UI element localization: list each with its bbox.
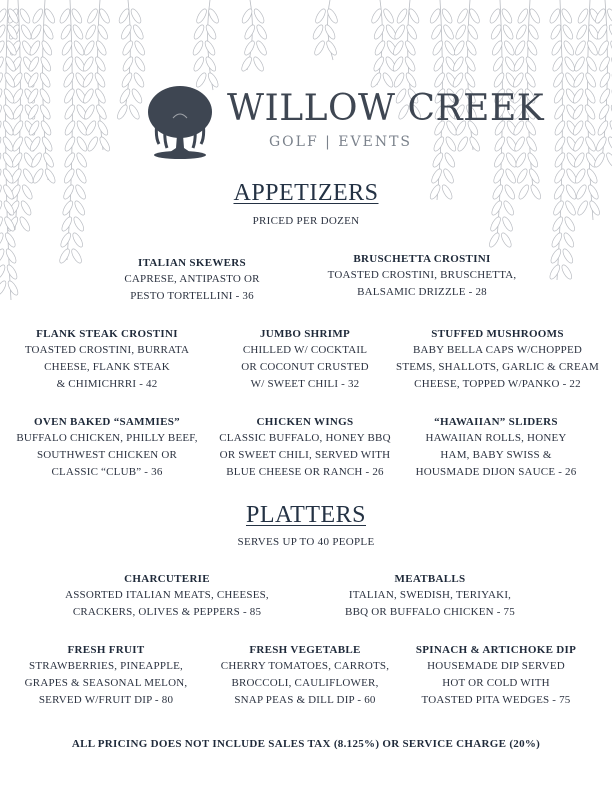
willow-leaf-icon <box>464 39 478 56</box>
willow-leaf-icon <box>489 23 503 40</box>
willow-leaf-icon <box>19 23 33 40</box>
willow-leaf-icon <box>1 135 15 152</box>
willow-leaf-icon <box>493 135 507 152</box>
item-description: CRACKERS, OLIVES & PEPPERS - 85 <box>72 606 262 618</box>
willow-leaf-icon <box>192 55 206 72</box>
willow-leaf-icon <box>0 103 3 120</box>
willow-leaf-icon <box>553 119 567 136</box>
willow-leaf-icon <box>0 263 7 280</box>
willow-leaf-icon <box>395 7 409 24</box>
item-description: TOASTED PITA WEDGES - 75 <box>421 694 571 706</box>
willow-leaf-icon <box>75 151 89 168</box>
item-description: OR COCONUT CRUSTED <box>241 361 369 373</box>
willow-leaf-icon <box>553 103 567 120</box>
willow-leaf-icon <box>38 71 52 88</box>
item-name: SPINACH & ARTICHOKE DIP <box>415 644 577 656</box>
willow-leaf-icon <box>525 39 539 56</box>
willow-leaf-icon <box>94 87 108 104</box>
item-name: MEATBALLS <box>394 573 466 585</box>
willow-leaf-icon <box>0 39 6 56</box>
willow-leaf-icon <box>1 151 15 168</box>
willow-leaf-icon <box>382 7 396 24</box>
willow-leaf-icon <box>59 23 73 40</box>
willow-leaf-icon <box>38 87 52 104</box>
willow-leaf-icon <box>608 119 612 136</box>
willow-leaf-icon <box>552 71 566 88</box>
item-description: BLUE CHEESE OR RANCH - 26 <box>226 466 384 478</box>
item-name: FRESH FRUIT <box>67 644 145 656</box>
item-description: SOUTHWEST CHICKEN OR <box>36 449 178 461</box>
willow-leaf-icon <box>573 55 587 72</box>
willow-leaf-icon <box>120 71 134 88</box>
menu-item-spinach-artichoke-dip <box>398 644 594 709</box>
willow-leaf-icon <box>514 151 528 168</box>
willow-leaf-icon <box>452 39 466 56</box>
item-description: TOASTED CROSTINI, BRUSCHETTA, <box>327 269 517 281</box>
item-description: SNAP PEAS & DILL DIP - 60 <box>234 694 376 706</box>
willow-leaf-icon <box>549 247 563 264</box>
willow-leaf-icon <box>204 23 218 40</box>
item-description: ASSORTED ITALIAN MEATS, CHEESES, <box>65 589 269 601</box>
item-name: CHARCUTERIE <box>124 573 210 585</box>
willow-leaf-icon <box>512 55 526 72</box>
menu-item-meatballs <box>335 573 525 621</box>
willow-leaf-icon <box>0 135 3 152</box>
willow-leaf-icon <box>98 135 112 152</box>
willow-leaf-icon <box>255 39 269 56</box>
willow-leaf-icon <box>313 39 327 56</box>
willow-leaf-icon <box>29 23 43 40</box>
item-description: HAWAIIAN ROLLS, HONEY <box>425 432 567 444</box>
willow-leaf-icon <box>121 39 135 56</box>
willow-leaf-icon <box>252 7 266 24</box>
willow-leaf-icon <box>98 7 112 24</box>
platters-subtitle: SERVES UP TO 40 PEOPLE <box>237 536 375 548</box>
menu-item-charcuterie <box>62 573 272 621</box>
willow-leaf-icon <box>61 55 75 72</box>
willow-leaf-icon <box>129 7 143 24</box>
willow-leaf-icon <box>456 7 470 24</box>
brand-tagline: GOLF | EVENTS <box>269 134 413 150</box>
willow-leaf-icon <box>585 55 599 72</box>
willow-leaf-icon <box>488 7 502 24</box>
willow-leaf-icon <box>0 247 6 264</box>
willow-leaf-icon <box>314 7 328 24</box>
item-description: ITALIAN, SWEDISH, TERIYAKI, <box>348 589 512 601</box>
willow-leaf-icon <box>31 7 45 24</box>
willow-leaf-icon <box>440 7 454 24</box>
willow-leaf-icon <box>96 119 110 136</box>
willow-leaf-icon <box>116 103 130 120</box>
willow-leaf-icon <box>513 39 527 56</box>
willow-leaf-icon <box>5 263 19 280</box>
willow-leaf-icon <box>405 23 419 40</box>
willow-leaf-icon <box>500 231 514 248</box>
item-description: HOT OR COLD WITH <box>442 677 550 689</box>
willow-leaf-icon <box>0 151 3 168</box>
willow-leaf-icon <box>42 151 56 168</box>
willow-leaf-icon <box>70 247 84 264</box>
willow-leaf-icon <box>255 23 269 40</box>
willow-leaf-icon <box>0 71 4 88</box>
willow-leaf-icon <box>94 39 108 56</box>
willow-leaf-icon <box>2 103 16 120</box>
willow-leaf-icon <box>597 103 611 120</box>
willow-leaf-icon <box>597 39 611 56</box>
willow-leaf-icon <box>252 55 266 72</box>
willow-leaf-icon <box>192 23 206 40</box>
willow-leaf-icon <box>132 23 146 40</box>
item-description: SERVED W/FRUIT DIP - 80 <box>38 694 174 706</box>
willow-leaf-icon <box>584 71 598 88</box>
willow-leaf-icon <box>561 23 575 40</box>
willow-tree-logo-icon <box>145 82 215 162</box>
item-description: CHEESE, TOPPED W/PANKO - 22 <box>414 378 581 390</box>
willow-leaf-icon <box>0 23 7 40</box>
willow-leaf-icon <box>72 39 86 56</box>
willow-leaf-icon <box>311 23 325 40</box>
willow-leaf-icon <box>71 231 85 248</box>
menu-item-chicken-wings <box>212 416 398 481</box>
willow-leaf-icon <box>493 151 507 168</box>
willow-leaf-icon <box>548 7 562 24</box>
willow-leaf-icon <box>468 135 482 152</box>
willow-leaf-icon <box>63 135 77 152</box>
willow-leaf-icon <box>524 71 538 88</box>
willow-leaf-icon <box>63 151 77 168</box>
item-name: FRESH VEGETABLE <box>249 644 361 656</box>
willow-leaf-icon <box>191 39 205 56</box>
item-description: CHEESE, FLANK STEAK <box>44 361 170 373</box>
willow-leaf-icon <box>4 231 18 248</box>
willow-leaf-icon <box>58 7 72 24</box>
willow-leaf-icon <box>1 119 15 136</box>
item-description: CLASSIC BUFFALO, HONEY BBQ <box>219 432 391 444</box>
willow-leaf-icon <box>492 71 506 88</box>
willow-leaf-icon <box>525 135 539 152</box>
willow-leaf-icon <box>576 7 590 24</box>
willow-leaf-icon <box>560 7 574 24</box>
item-name: “HAWAIIAN” SLIDERS <box>434 416 558 428</box>
willow-leaf-icon <box>63 87 77 104</box>
willow-leaf-icon <box>117 7 131 24</box>
willow-leaf-icon <box>515 23 529 40</box>
item-description: HOUSEMADE DIP SERVED <box>427 660 565 672</box>
willow-leaf-icon <box>94 55 108 72</box>
willow-leaf-icon <box>62 71 76 88</box>
menu-item-hawaiian-sliders <box>400 416 592 481</box>
item-description: CLASSIC “CLUB” - 36 <box>51 466 163 478</box>
willow-leaf-icon <box>195 7 209 24</box>
willow-leaf-icon <box>86 135 100 152</box>
willow-leaf-icon <box>403 55 417 72</box>
willow-leaf-icon <box>598 71 612 88</box>
willow-leaf-icon <box>583 103 597 120</box>
willow-leaf-icon <box>370 7 384 24</box>
willow-leaf-icon <box>407 7 421 24</box>
willow-leaf-icon <box>130 87 144 104</box>
item-description: HAM, BABY SWISS & <box>440 449 552 461</box>
willow-leaf-icon <box>595 135 609 152</box>
willow-leaf-icon <box>488 231 502 248</box>
willow-leaf-icon <box>431 39 445 56</box>
willow-leaf-icon <box>0 87 4 104</box>
willow-leaf-icon <box>562 39 576 56</box>
item-name: CHICKEN WINGS <box>256 416 354 428</box>
item-description: CHERRY TOMATOES, CARROTS, <box>220 660 390 672</box>
item-description: TOASTED CROSTINI, BURRATA <box>24 344 190 356</box>
willow-leaf-icon <box>584 135 598 152</box>
willow-leaf-icon <box>464 55 478 72</box>
willow-leaf-icon <box>58 247 72 264</box>
menu-item-italian-skewers <box>102 257 282 305</box>
willow-leaf-icon <box>516 7 530 24</box>
willow-leaf-icon <box>71 23 85 40</box>
willow-leaf-icon <box>0 231 5 248</box>
willow-leaf-icon <box>432 55 446 72</box>
willow-leaf-icon <box>120 23 134 40</box>
willow-leaf-icon <box>442 23 456 40</box>
item-name: JUMBO SHRIMP <box>259 328 351 340</box>
willow-leaf-icon <box>203 39 217 56</box>
willow-leaf-icon <box>39 119 53 136</box>
item-description: BABY BELLA CAPS W/CHOPPED <box>412 344 583 356</box>
willow-leaf-icon <box>549 23 563 40</box>
item-description: STEMS, SHALLOTS, GARLIC & CREAM <box>396 361 599 373</box>
item-description: STRAWBERRIES, PINEAPPLE, <box>29 660 183 672</box>
willow-leaf-icon <box>500 7 514 24</box>
willow-leaf-icon <box>132 71 146 88</box>
item-description: & CHIMICHRRI - 42 <box>56 378 158 390</box>
willow-leaf-icon <box>372 55 386 72</box>
brand-name: WILLOW CREEK <box>227 88 545 129</box>
platters-title: PLATTERS <box>245 502 366 528</box>
willow-leaf-icon <box>583 119 597 136</box>
willow-leaf-icon <box>553 135 567 152</box>
willow-leaf-icon <box>243 23 257 40</box>
willow-leaf-icon <box>82 39 96 56</box>
willow-leaf-icon <box>550 231 564 248</box>
item-description: HOUSMADE DIJON SAUCE - 26 <box>415 466 577 478</box>
willow-leaf-icon <box>596 119 610 136</box>
willow-leaf-icon <box>583 87 597 104</box>
willow-leaf-icon <box>75 135 89 152</box>
willow-leaf-icon <box>501 23 515 40</box>
willow-leaf-icon <box>43 7 57 24</box>
menu-item-jumbo-shrimp <box>215 328 395 393</box>
item-name: ITALIAN SKEWERS <box>138 257 246 269</box>
item-description: BUFFALO CHICKEN, PHILLY BEEF, <box>16 432 198 444</box>
willow-leaf-icon <box>468 7 482 24</box>
willow-leaf-icon <box>6 279 20 296</box>
item-name: OVEN BAKED “SAMMIES” <box>34 416 180 428</box>
willow-leaf-icon <box>86 7 100 24</box>
willow-leaf-icon <box>502 39 516 56</box>
willow-leaf-icon <box>40 135 54 152</box>
willow-leaf-icon <box>528 7 542 24</box>
willow-leaf-icon <box>93 71 107 88</box>
willow-leaf-icon <box>59 231 73 248</box>
item-name: STUFFED MUSHROOMS <box>431 328 564 340</box>
willow-leaf-icon <box>428 7 442 24</box>
willow-leaf-icon <box>95 103 109 120</box>
willow-leaf-icon <box>0 55 5 72</box>
willow-leaf-icon <box>323 23 337 40</box>
item-description: CAPRESE, ANTIPASTO OR <box>124 273 260 285</box>
menu-item-fresh-fruit <box>15 644 197 709</box>
item-name: BRUSCHETTA CROSTINI <box>353 253 491 265</box>
willow-leaf-icon <box>598 55 612 72</box>
willow-leaf-icon <box>605 151 612 168</box>
willow-leaf-icon <box>551 55 565 72</box>
item-description: GRAPES & SEASONAL MELON, <box>24 677 188 689</box>
appetizers-title: APPETIZERS <box>233 180 379 206</box>
item-description: BBQ OR BUFFALO CHICKEN - 75 <box>345 606 515 618</box>
appetizers-subtitle: PRICED PER DOZEN <box>252 215 360 227</box>
item-description: BALSAMIC DRIZZLE - 28 <box>357 286 487 298</box>
item-description: BROCCOLI, CAULIFLOWER, <box>231 677 379 689</box>
pricing-disclaimer: ALL PRICING DOES NOT INCLUDE SALES TAX (8.125%) OR SERVICE CHARGE (20%) <box>71 738 541 750</box>
willow-leaf-icon <box>552 87 566 104</box>
willow-leaf-icon <box>240 55 254 72</box>
item-description: CHILLED W/ COCKTAIL <box>242 344 368 356</box>
willow-leaf-icon <box>63 103 77 120</box>
willow-leaf-icon <box>63 119 77 136</box>
willow-leaf-icon <box>243 39 257 56</box>
willow-leaf-icon <box>373 39 387 56</box>
willow-leaf-icon <box>133 55 147 72</box>
logo <box>145 82 545 162</box>
willow-leaf-icon <box>404 39 418 56</box>
item-description: OR SWEET CHILI, SERVED WITH <box>219 449 391 461</box>
menu-item-fresh-vegetable <box>212 644 398 709</box>
willow-leaf-icon <box>121 55 135 72</box>
willow-leaf-icon <box>574 39 588 56</box>
willow-leaf-icon <box>40 39 54 56</box>
willow-leaf-icon <box>524 55 538 72</box>
willow-leaf-icon <box>454 23 468 40</box>
willow-leaf-icon <box>18 7 32 24</box>
willow-leaf-icon <box>561 247 575 264</box>
willow-leaf-icon <box>598 87 612 104</box>
willow-leaf-icon <box>128 103 142 120</box>
menu-item-bruschetta-crostini <box>322 253 522 301</box>
willow-leaf-icon <box>0 119 3 136</box>
willow-leaf-icon <box>133 39 147 56</box>
willow-leaf-icon <box>84 23 98 40</box>
willow-leaf-icon <box>204 55 218 72</box>
willow-leaf-icon <box>560 263 574 280</box>
willow-leaf-icon <box>39 103 53 120</box>
willow-leaf-icon <box>70 7 84 24</box>
willow-leaf-icon <box>526 151 540 168</box>
willow-leaf-icon <box>575 23 589 40</box>
willow-leaf-icon <box>491 55 505 72</box>
willow-leaf-icon <box>4 247 18 264</box>
menu-item-oven-baked-sammies <box>8 416 206 481</box>
willow-leaf-icon <box>607 135 612 152</box>
willow-leaf-icon <box>118 87 132 104</box>
item-description: PESTO TORTELLINI - 36 <box>130 290 254 302</box>
willow-leaf-icon <box>39 55 53 72</box>
willow-leaf-icon <box>207 7 221 24</box>
menu-item-flank-steak-crostini <box>12 328 202 393</box>
willow-leaf-icon <box>553 151 567 168</box>
willow-leaf-icon <box>607 23 612 40</box>
willow-leaf-icon <box>0 279 8 296</box>
willow-leaf-icon <box>562 231 576 248</box>
item-description: W/ SWEET CHILI - 32 <box>250 378 360 390</box>
willow-leaf-icon <box>84 119 98 136</box>
item-name: FLANK STEAK CROSTINI <box>36 328 178 340</box>
willow-leaf-icon <box>548 263 562 280</box>
willow-leaf-icon <box>372 23 386 40</box>
menu-item-stuffed-mushrooms <box>395 328 600 393</box>
